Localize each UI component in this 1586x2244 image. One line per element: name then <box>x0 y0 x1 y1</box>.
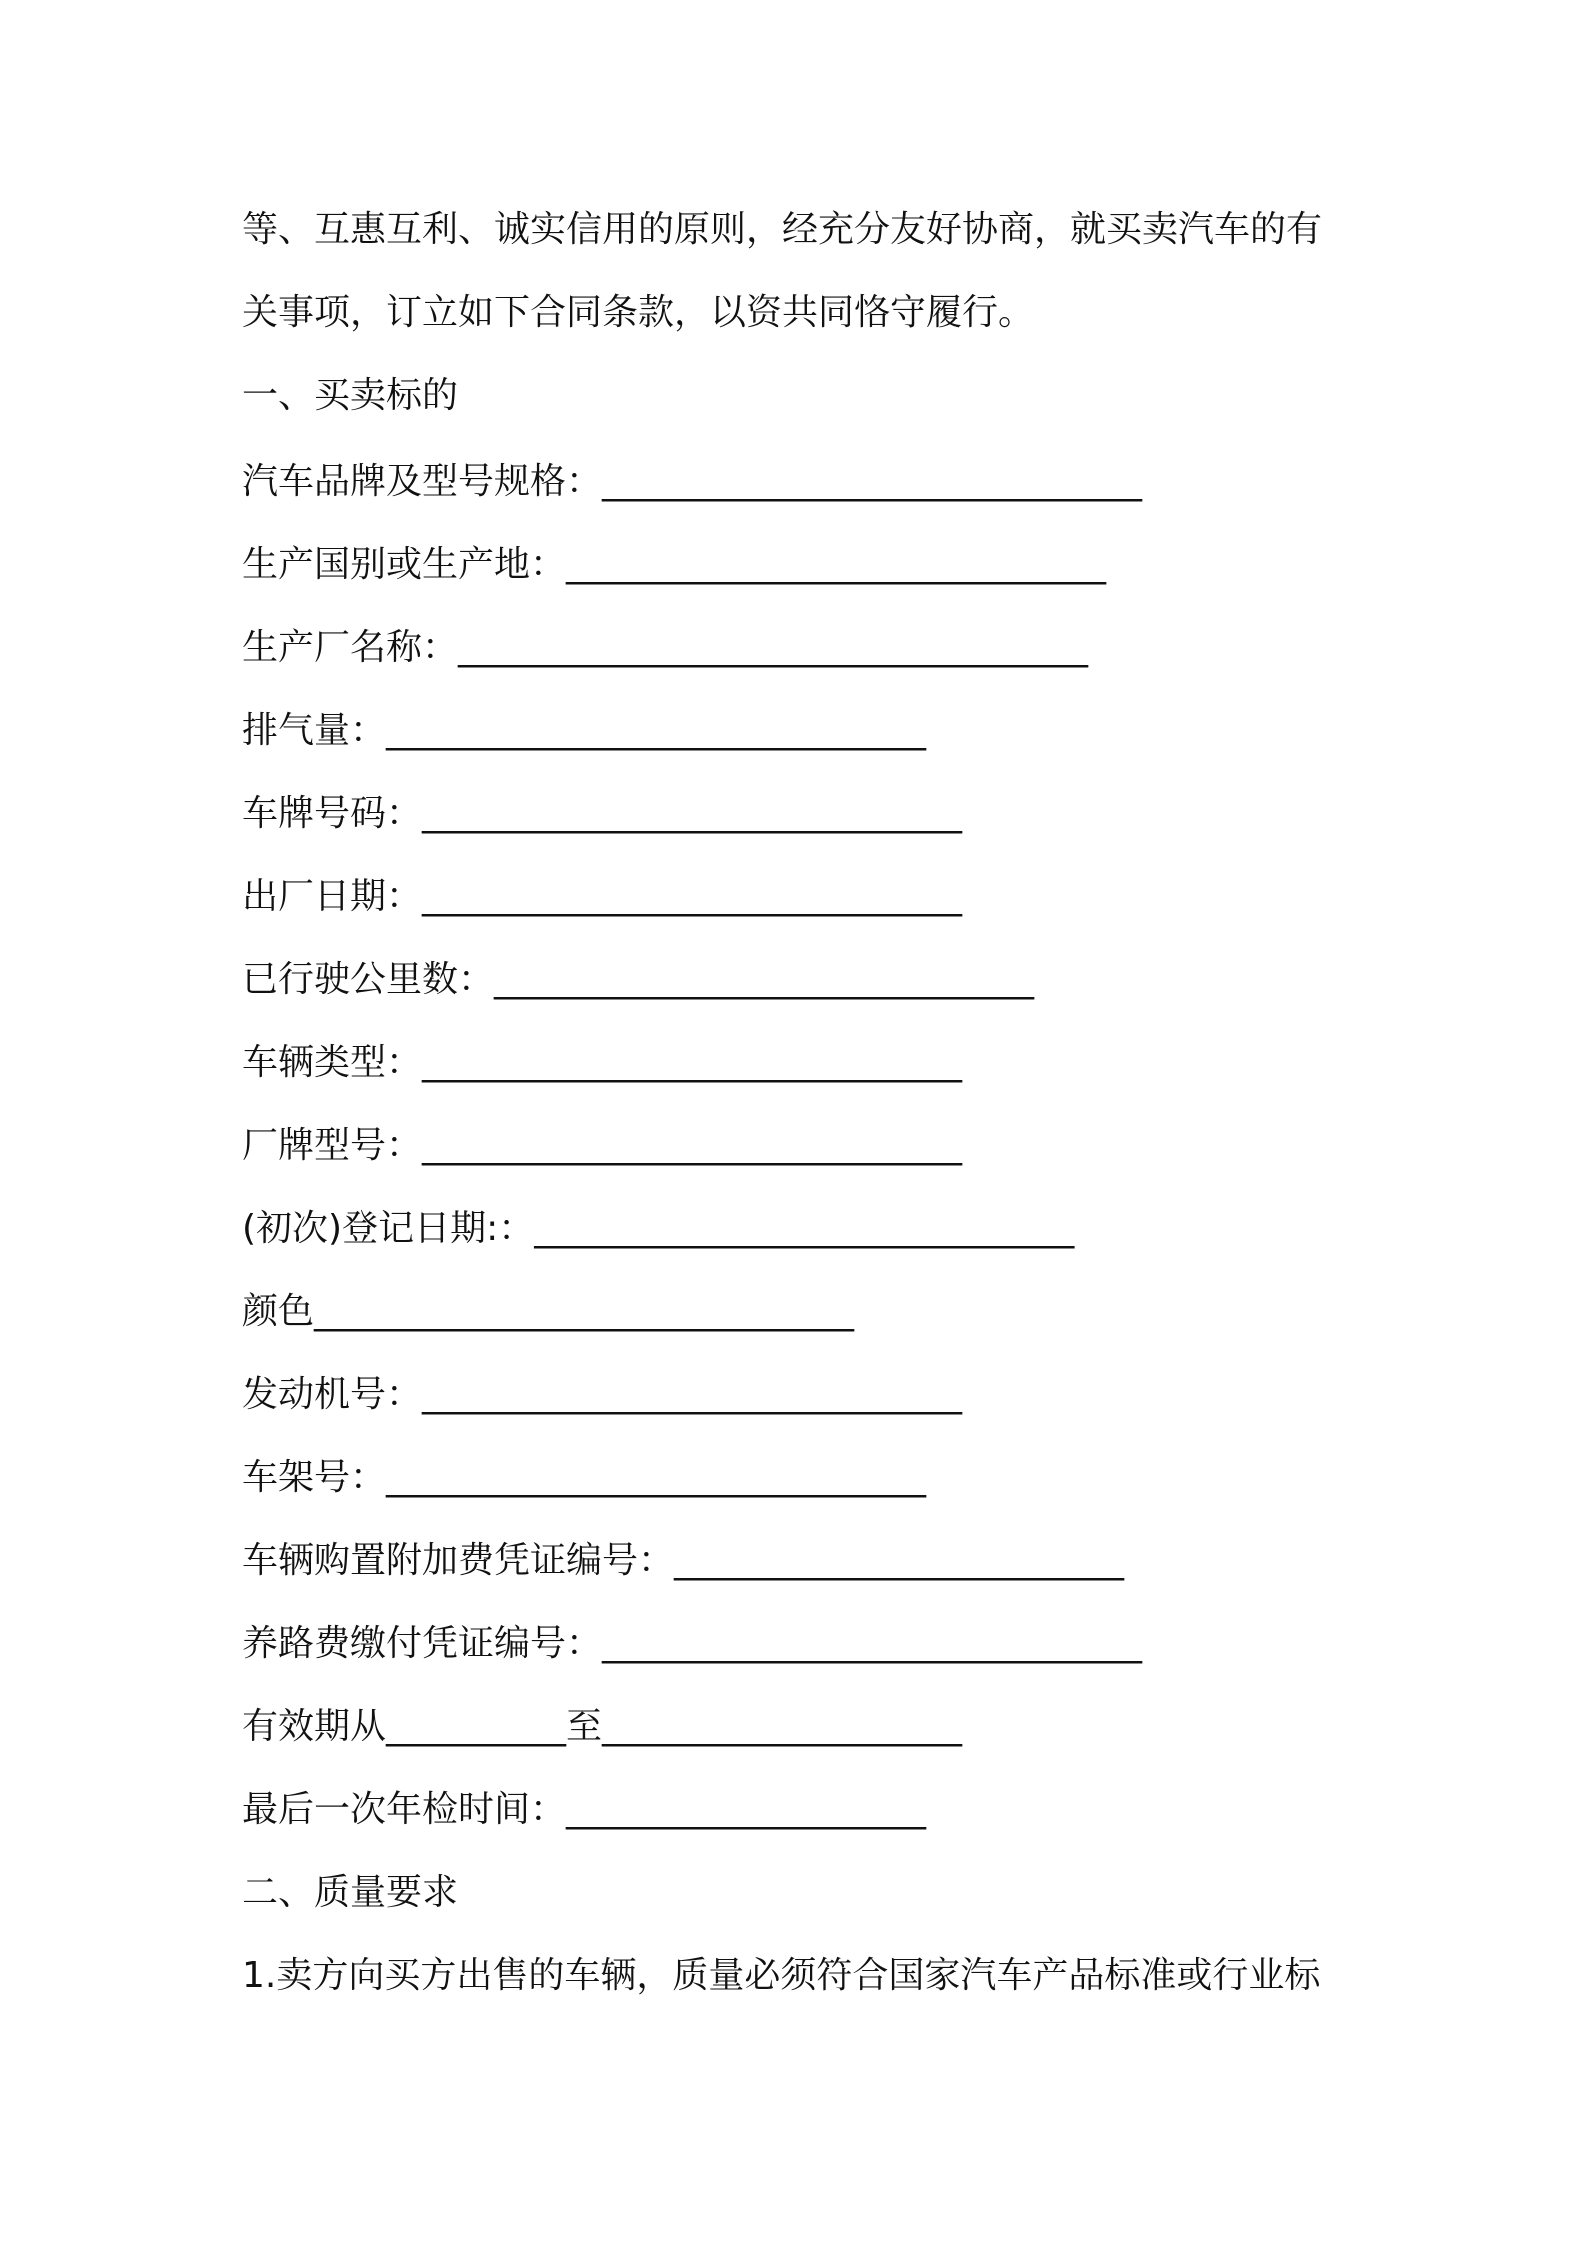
field-label: (初次)登记日期:： <box>242 1208 535 1249</box>
field-label: 出厂日期： <box>242 876 423 917</box>
field-label: 排气量： <box>242 710 387 751</box>
field-color <box>242 1288 854 1336</box>
field-blank: ______________________________ <box>422 1374 963 1415</box>
field-road-fee-voucher <box>242 1620 1142 1668</box>
field-mileage <box>242 956 1034 1004</box>
field-frame-number <box>242 1454 926 1502</box>
field-blank: ______________________________ <box>602 461 1143 502</box>
field-brand-model <box>242 458 1142 506</box>
field-blank: ______________________________ <box>602 1623 1143 1664</box>
field-label: 生产国别或生产地： <box>242 544 567 585</box>
intro-paragraph-line-2: 关事项，订立如下合同条款，以资共同恪守履行。 <box>242 292 1035 333</box>
field-manufacturer <box>242 624 1088 672</box>
validity-middle: 至 <box>566 1706 603 1747</box>
field-label: 车辆类型： <box>242 1042 423 1083</box>
field-displacement <box>242 707 926 755</box>
field-blank: ______________________________ <box>314 1291 855 1332</box>
field-blank: ______________________________ <box>386 1457 927 1498</box>
clause-1-line: 1.卖方向买方出售的车辆，质量必须符合国家汽车产品标准或行业标 <box>242 1955 1321 1996</box>
field-label: 已行驶公里数： <box>242 959 495 1000</box>
field-plate-number <box>242 790 962 838</box>
field-blank: ______________________________ <box>422 793 963 834</box>
field-engine-number <box>242 1371 962 1419</box>
field-production-date <box>242 873 962 921</box>
field-label: 发动机号： <box>242 1374 423 1415</box>
field-label: 车牌号码： <box>242 793 423 834</box>
field-blank: ______________________________ <box>422 1125 963 1166</box>
field-validity-period <box>242 1703 962 1751</box>
field-blank: ______________________________ <box>494 959 1035 1000</box>
field-blank: ______________________________ <box>422 1042 963 1083</box>
field-origin-country <box>242 541 1106 589</box>
field-label: 厂牌型号： <box>242 1125 423 1166</box>
field-blank: ______________________________ <box>422 876 963 917</box>
field-last-inspection <box>242 1786 926 1834</box>
field-blank: ______________________________ <box>534 1208 1075 1249</box>
validity-to-blank: ____________________ <box>602 1706 963 1747</box>
validity-prefix: 有效期从 <box>242 1706 387 1747</box>
field-vehicle-type <box>242 1039 962 1087</box>
field-label: 车架号： <box>242 1457 387 1498</box>
field-label: 养路费缴付凭证编号： <box>242 1623 603 1664</box>
field-blank: ______________________________ <box>566 544 1107 585</box>
field-brand-model-number <box>242 1122 962 1170</box>
field-blank: ___________________________________ <box>458 627 1089 668</box>
field-blank: _________________________ <box>674 1540 1125 1581</box>
field-registration-date <box>242 1205 1074 1253</box>
field-label: 颜色 <box>242 1291 315 1332</box>
section-2-heading: 二、质量要求 <box>242 1872 459 1913</box>
field-blank: ____________________ <box>566 1789 927 1830</box>
intro-paragraph-line-1: 等、互惠互利、诚实信用的原则，经充分友好协商，就买卖汽车的有 <box>242 209 1323 250</box>
field-blank: ______________________________ <box>386 710 927 751</box>
section-1-heading: 一、买卖标的 <box>242 375 459 416</box>
field-label: 车辆购置附加费凭证编号： <box>242 1540 675 1581</box>
field-label: 生产厂名称： <box>242 627 459 668</box>
field-label: 最后一次年检时间： <box>242 1789 567 1830</box>
field-purchase-surcharge-voucher <box>242 1537 1124 1585</box>
validity-from-blank: __________ <box>386 1706 567 1747</box>
field-label: 汽车品牌及型号规格： <box>242 461 603 502</box>
